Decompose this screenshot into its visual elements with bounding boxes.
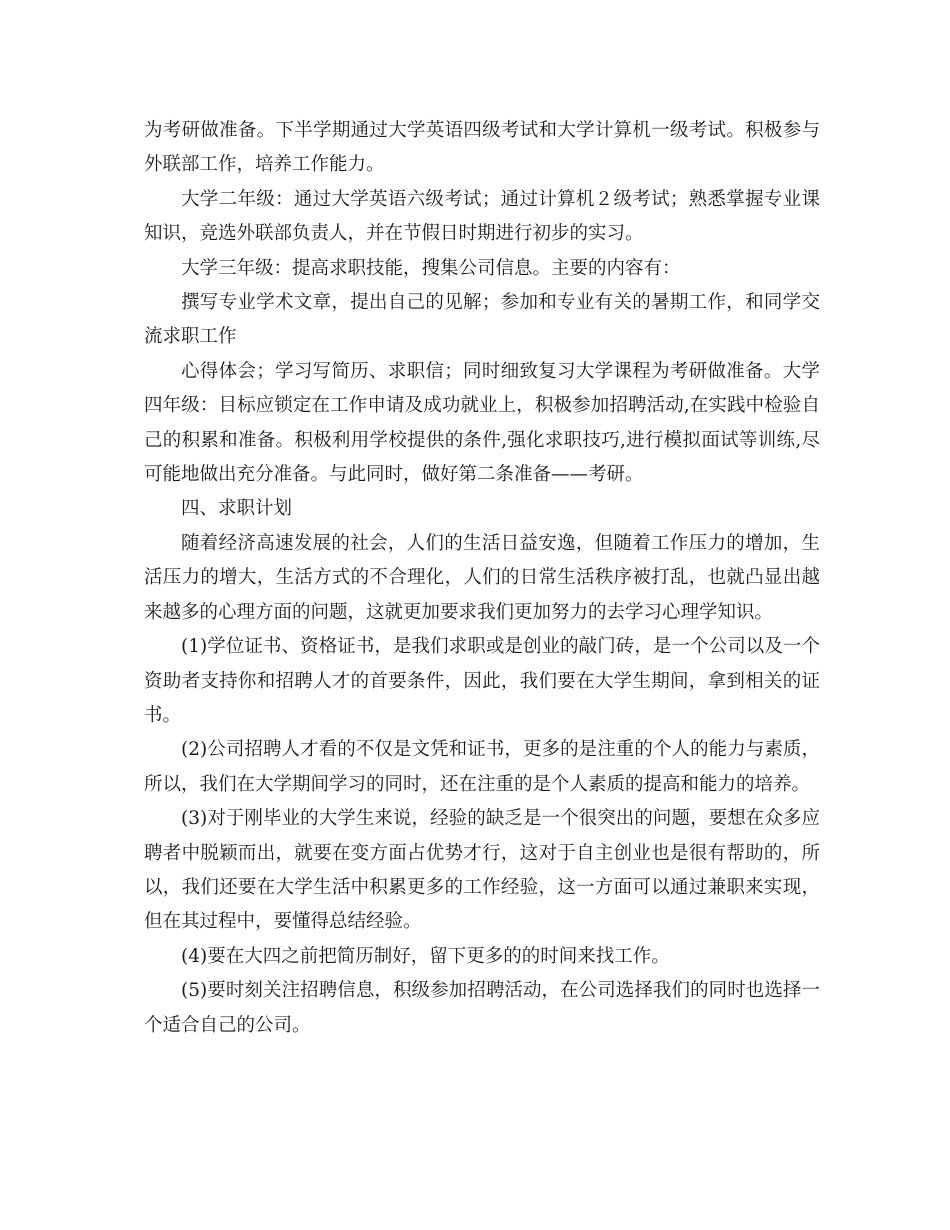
list-item-2: (2)公司招聘人才看的不仅是文凭和证书，更多的是注重的个人的能力与素质，所以，我们在大学期间学习的同时，还在注重的是个人素质的提高和能力的培养。 (144, 739, 820, 795)
list-item-4: (4)要在大四之前把简历制好，留下更多的的时间来找工作。 (181, 945, 670, 967)
paragraph-1: 大学二年级：通过大学英语六级考试；通过计算机２级考试；熟悉掌握专业课知识，竞选外联部负责人，并在节假日时期进行初步的实习。 (144, 188, 820, 245)
list-item-3: (3)对于刚毕业的大学生来说，经验的缺乏是一个很突出的问题，要想在众多应聘者中脱颖而出，就要在变方面占优势才行，这对于自主创业也是很有帮助的，所以，我们还要在大学生活中积累更多的工作经验，这一方面可以通过兼职来实现，但在其过程中，要懂得总结经验。 (144, 808, 820, 933)
paragraph-6: 随着经济高速发展的社会，人们的生活日益安逸，但随着工作压力的增加，生活压力的增大，生活方式的不合理化，人们的日常生活秩序被打乱，也就凸显出越来越多的心理方面的问题，这就更加要求我们更加努力的去学习心理学知识。 (144, 532, 820, 623)
paragraph-4: 心得体会；学习写简历、求职信；同时细致复习大学课程为考研做准备。大学四年级：目标应锁定在工作申请及成功就业上，积极参加招聘活动,在实践中检验自己的积累和准备。积极利用学校提供的条件,强化求职技巧,进行模拟面试等训练,尽可能地做出充分准备。与此同时，做好第二条准备——考研。 (144, 360, 820, 486)
paragraph-3: 撰写专业学术文章，提出自己的见解；参加和专业有关的暑期工作，和同学交流求职工作 (144, 292, 820, 348)
list-item-5: (5)要时刻关注招聘信息，积级参加招聘活动，在公司选择我们的同时也选择一个适合自己的公司。 (144, 980, 820, 1036)
paragraph-0: 为考研做准备。下半学期通过大学英语四级考试和大学计算机一级考试。积极参与外联部工作，培养工作能力。 (144, 120, 820, 176)
section-heading-job-plan: 四、求职计划 (181, 498, 293, 520)
document-body (144, 114, 820, 1043)
list-item-1: (1)学位证书、资格证书，是我们求职或是创业的敲门砖，是一个公司以及一个资助者支持你和招聘人才的首要条件，因此，我们要在大学生期间，拿到相关的证书。 (144, 636, 820, 726)
paragraph-2: 大学三年级：提高求职技能，搜集公司信息。主要的内容有： (181, 257, 681, 279)
